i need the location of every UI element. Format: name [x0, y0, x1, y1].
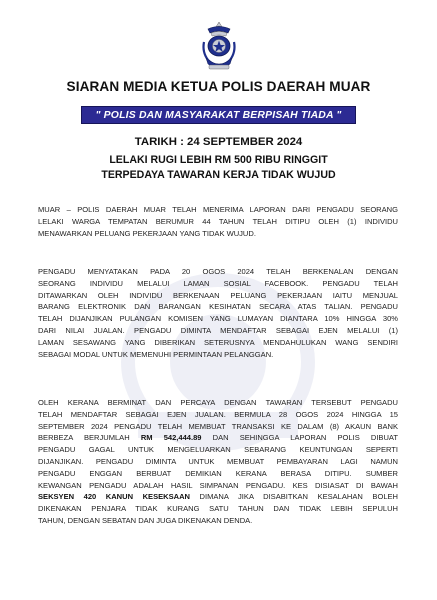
p1-line: MENAWARKAN PELUANG PEKERJAAN YANG TIDAK WUJUD.: [38, 228, 256, 238]
p3-line: DIKENAKAN PENJARA TIDAK KURANG SATU TAHUN DAN TIDAK LEBIH SEPULUH: [38, 504, 398, 514]
p3-line: PENGADU ENGGAN BERBUAT DEMIKIAN KERANA BERASA DITIPU. SUMBER: [38, 468, 398, 478]
p3-text: DIMANA JIKA DISABITKAN KESALAHAN BOLEH: [189, 492, 398, 502]
paragraph-2: [38, 266, 398, 360]
p2-line: SEORANG INDIVIDU MELALUI LAMAN SOSIAL FACEBOOK. PENGADU TELAH: [38, 278, 398, 288]
p2-line: DITAWARKAN OLEH INDIVIDU BERKENAAN PELUANG PEKERJAAN IAITU MENJUAL: [38, 290, 398, 300]
p1-line: LELAKI WARGA TEMPATAN BERUMUR 44 TAHUN TELAH DITIPU OLEH (1) INDIVIDU: [38, 216, 398, 226]
org-title: SIARAN MEDIA KETUA POLIS DAERAH MUAR: [66, 79, 371, 94]
p3-line: KEWANGAN PENGADU ADALAH HASIL SIMPANAN PENGADU. KES DISIASAT DI BAWAH: [38, 480, 398, 490]
p3-line: DIJANJIKAN. PENGADU DIMINTA UNTUK MEMBUAT PEMBAYARAN LAGI NAMUN: [38, 456, 398, 466]
p1-line: MUAR – POLIS DAERAH MUAR TELAH MENERIMA LAPORAN DARI PENGADU SEORANG: [38, 205, 398, 214]
p2-line: PENGADU MENYATAKAN PADA 20 OGOS 2024 TELAH BERKENALAN DENGAN: [38, 267, 398, 276]
headline-line-1: LELAKI RUGI LEBIH RM 500 RIBU RINGGIT: [109, 154, 328, 166]
p3-line: PENGADU GAGAL UNTUK MENGELUARKAN SEBARANG KEUNTUNGAN SEPERTI: [38, 445, 398, 455]
p2-line: LAMAN SESAWANG YANG DIBERIKAN SETERUSNYA MENDAHULUKAN WANG SENDIRI: [38, 337, 398, 347]
loss-amount: RM 542,444.89: [140, 433, 202, 443]
motto-text: " POLIS DAN MASYARAKAT BERPISAH TIADA ": [95, 109, 342, 121]
p3-text: DAN SEHINGGA LAPORAN POLIS DIBUAT: [201, 433, 398, 443]
law-section: SEKSYEN 420 KANUN KESEKSAAN: [38, 492, 190, 502]
release-date: TARIKH : 24 SEPTEMBER 2024: [134, 136, 303, 148]
p3-line: [38, 491, 398, 503]
p2-line: SEBAGAI MODAL UNTUK MEMENUHI PERMINTAAN PELANGGAN.: [38, 349, 274, 359]
police-crest-icon: [198, 20, 240, 74]
p3-line: [38, 432, 398, 444]
paragraph-1: [38, 204, 398, 239]
p3-text: BERBEZA BERJUMLAH: [38, 433, 141, 443]
p3-line: SEPTEMBER 2024 PENGADU TELAH MEMBUAT TRANSAKSI KE DALAM (8) AKAUN BANK: [38, 421, 398, 431]
p3-line: TELAH MENDAFTAR SEBAGAI EJEN JUALAN. BERMULA 28 OGOS 2024 HINGGA 15: [38, 409, 398, 419]
p3-line: OLEH KERANA BERMINAT DAN PERCAYA DENGAN TAWARAN TERSEBUT PENGADU: [38, 398, 398, 407]
p3-line: TAHUN, DENGAN SEBATAN DAN JUGA DIKENAKAN DENDA.: [38, 515, 253, 525]
headline: [0, 153, 437, 183]
p2-line: DARI NILAI JUALAN. PENGADU DIMINTA MENDAFTAR SEBAGAI EJEN MELALUI (1): [38, 325, 398, 335]
headline-line-2: TERPEDAYA TAWARAN KERJA TIDAK WUJUD: [101, 169, 336, 181]
paragraph-3: [38, 397, 398, 527]
motto-banner: [81, 106, 356, 124]
p2-line: TELAH DIJANJIKAN PULANGAN KOMISEN YANG LUMAYAN DIANTARA 10% HINGGA 30%: [38, 314, 398, 324]
p2-line: BARANG ELEKTRONIK DAN BARANGAN KESIHATAN SECARA ATAS TALIAN. PENGADU: [38, 302, 398, 312]
